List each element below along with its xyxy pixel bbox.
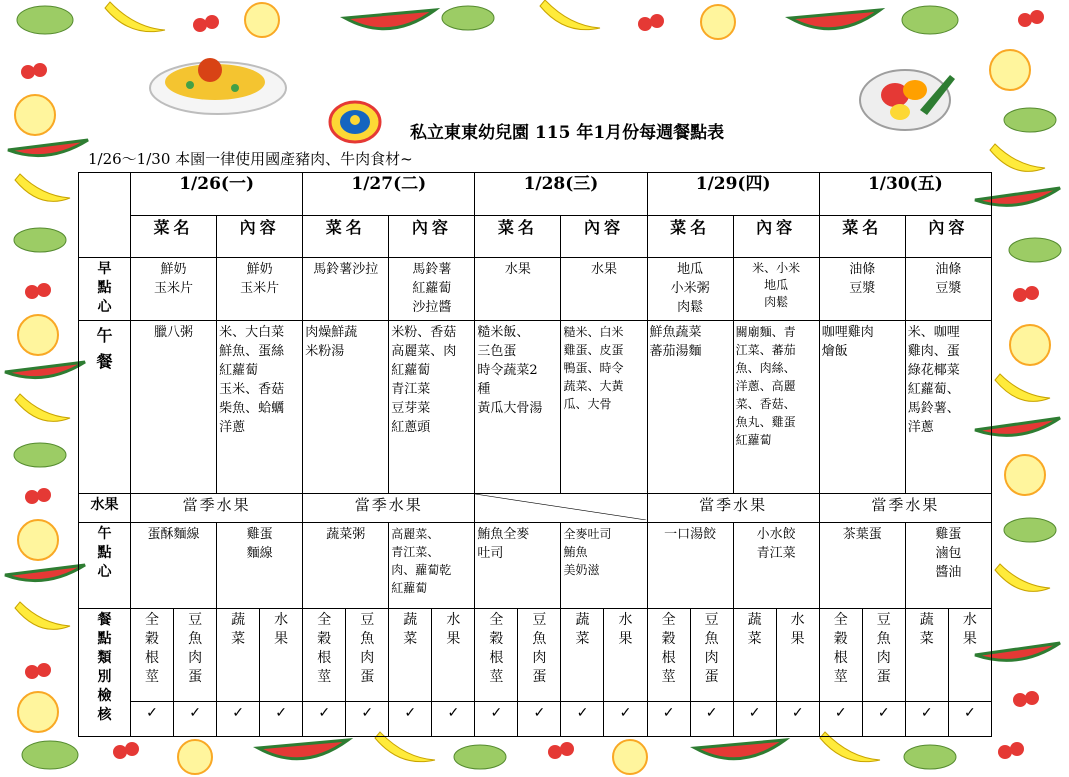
snack-pm-dish: 鮪魚全麥 吐司 [475, 522, 561, 608]
lime-icon [1004, 518, 1056, 542]
check-row [79, 702, 992, 737]
banana-icon [15, 394, 70, 421]
category-row [79, 608, 992, 701]
snack-pm-content: 高麗菜、 青江菜、 肉、蘿蔔乾 紅蘿蔔 [389, 522, 475, 608]
lemon-slice-icon [1010, 325, 1050, 365]
day-header: 1/29(四) [647, 173, 819, 216]
cherry-icon [193, 15, 219, 32]
lime-icon [1009, 238, 1061, 262]
check-mark: ✓ [862, 702, 905, 737]
category-fruit: 水 果 [948, 608, 991, 701]
cherry-icon [638, 14, 664, 31]
check-mark: ✓ [475, 702, 518, 737]
lime-icon [904, 745, 956, 769]
cherry-icon [1018, 10, 1044, 27]
category-vegetables: 蔬 菜 [217, 608, 260, 701]
notice-text: 1/26～1/30 本園一律使用國產豬肉、牛肉食材~ [88, 150, 413, 168]
check-mark: ✓ [260, 702, 303, 737]
check-mark: ✓ [131, 702, 174, 737]
weekly-menu-table [78, 172, 992, 737]
lemon-slice-icon [18, 692, 58, 732]
category-protein: 豆 魚 肉 蛋 [174, 608, 217, 701]
lunch-dish: 臘八粥 [131, 321, 217, 494]
lemon-slice-icon [990, 50, 1030, 90]
category-fruit: 水 果 [260, 608, 303, 701]
check-mark: ✓ [432, 702, 475, 737]
banana-icon [105, 2, 165, 32]
cherry-icon [998, 742, 1024, 759]
banana-icon [15, 174, 70, 201]
lunch-content: 米、咖哩 雞肉、蛋 綠花椰菜 紅蘿蔔、 馬鈴薯、 洋蔥 [905, 321, 991, 494]
banana-icon [995, 564, 1050, 591]
lunch-row [79, 321, 992, 494]
snack-am-dish: 水果 [475, 258, 561, 321]
check-mark: ✓ [733, 702, 776, 737]
fruit-cell: 當季水果 [131, 494, 303, 522]
check-mark: ✓ [389, 702, 432, 737]
check-mark: ✓ [819, 702, 862, 737]
watermelon-icon [790, 10, 880, 29]
snack-am-content: 米、小米 地瓜 肉鬆 [733, 258, 819, 321]
snack-am-dish: 油條 豆漿 [819, 258, 905, 321]
snack-am-content: 油條 豆漿 [905, 258, 991, 321]
row-label-morning-snack: 早 點 心 [79, 258, 131, 321]
snack-am-content: 水果 [561, 258, 647, 321]
fruit-cell: 當季水果 [303, 494, 475, 522]
vegetables-plate-icon [860, 70, 955, 130]
banana-icon [15, 602, 70, 629]
check-mark: ✓ [690, 702, 733, 737]
snack-am-content: 馬鈴薯 紅蘿蔔 沙拉醬 [389, 258, 475, 321]
lemon-slice-icon [18, 520, 58, 560]
lunch-content: 米、大白菜 鮮魚、蛋絲 紅蘿蔔 玉米、香菇 柴魚、蛤蠣 洋蔥 [217, 321, 303, 494]
lime-icon [14, 443, 66, 467]
content-header: 內容 [733, 215, 819, 258]
dish-header: 菜名 [303, 215, 389, 258]
day-header: 1/30(五) [819, 173, 991, 216]
row-label-check: 餐 點 類 別 檢 核 [79, 608, 131, 736]
dish-header: 菜名 [475, 215, 561, 258]
lemon-slice-icon [613, 740, 647, 774]
content-header: 內容 [561, 215, 647, 258]
snack-pm-dish: 一口湯餃 [647, 522, 733, 608]
watermelon-icon [695, 740, 785, 759]
check-mark: ✓ [604, 702, 647, 737]
snack-am-dish: 地瓜 小米粥 肉鬆 [647, 258, 733, 321]
watermelon-icon [8, 140, 88, 156]
day-header: 1/28(三) [475, 173, 647, 216]
lime-icon [442, 6, 494, 30]
banana-icon [990, 144, 1045, 171]
lemon-slice-icon [15, 95, 55, 135]
watermelon-icon [258, 740, 348, 759]
snack-am-dish: 鮮奶 玉米片 [131, 258, 217, 321]
cherry-icon [1013, 691, 1039, 707]
column-header-row [79, 215, 992, 258]
lunch-dish: 鮮魚蔬菜 蕃茄湯麵 [647, 321, 733, 494]
category-fruit: 水 果 [776, 608, 819, 701]
lime-icon [902, 6, 958, 34]
lemon-slice-icon [1005, 455, 1045, 495]
check-mark: ✓ [948, 702, 991, 737]
snack-pm-content: 全麥吐司 鮪魚 美奶滋 [561, 522, 647, 608]
corner-cell [79, 173, 131, 258]
day-header: 1/27(二) [303, 173, 475, 216]
snack-am-dish: 馬鈴薯沙拉 [303, 258, 389, 321]
lunch-dish: 糙米飯、 三色蛋 時令蔬菜2 種 黃瓜大骨湯 [475, 321, 561, 494]
category-vegetables: 蔬 菜 [905, 608, 948, 701]
snack-pm-content: 雞蛋 麵線 [217, 522, 303, 608]
lunch-dish: 肉燥鮮蔬 米粉湯 [303, 321, 389, 494]
lemon-slice-icon [18, 315, 58, 355]
fruit-row [79, 494, 992, 522]
check-mark: ✓ [561, 702, 604, 737]
lime-icon [17, 6, 73, 34]
lime-icon [1004, 108, 1056, 132]
cherry-icon [548, 742, 574, 759]
snack-am-content: 鮮奶 玉米片 [217, 258, 303, 321]
check-mark: ✓ [217, 702, 260, 737]
lemon-slice-icon [178, 740, 212, 774]
watermelon-icon [345, 10, 435, 29]
category-grains: 全 穀 根 莖 [647, 608, 690, 701]
lunch-content: 米粉、香菇 高麗菜、肉 紅蘿蔔 青江菜 豆芽菜 紅蔥頭 [389, 321, 475, 494]
cherry-icon [21, 63, 47, 79]
snack-pm-content: 小水餃 青江菜 [733, 522, 819, 608]
banana-icon [540, 0, 600, 30]
category-fruit: 水 果 [432, 608, 475, 701]
lime-icon [14, 228, 66, 252]
content-header: 內容 [217, 215, 303, 258]
category-vegetables: 蔬 菜 [389, 608, 432, 701]
lime-icon [22, 741, 78, 769]
category-vegetables: 蔬 菜 [561, 608, 604, 701]
lunch-content: 糙米、白米 雞蛋、皮蛋 鴨蛋、時令 蔬菜、大黃 瓜、大骨 [561, 321, 647, 494]
snack-pm-content: 雞蛋 滷包 醬油 [905, 522, 991, 608]
banana-icon [995, 374, 1050, 401]
fruit-cell: 當季水果 [647, 494, 819, 522]
cherry-icon [113, 742, 139, 759]
lunch-content: 關廟麵、青 江菜、蕃茄 魚、肉絲、 洋蔥、高麗 菜、香菇、 魚丸、雞蛋 紅蘿蔔 [733, 321, 819, 494]
school-logo [328, 100, 382, 144]
cherry-icon [1013, 286, 1039, 302]
check-mark: ✓ [647, 702, 690, 737]
lunch-dish: 咖哩雞肉 燴飯 [819, 321, 905, 494]
check-mark: ✓ [905, 702, 948, 737]
date-row [79, 173, 992, 216]
dish-header: 菜名 [819, 215, 905, 258]
snack-pm-dish: 茶葉蛋 [819, 522, 905, 608]
category-fruit: 水 果 [604, 608, 647, 701]
category-grains: 全 穀 根 莖 [819, 608, 862, 701]
page-title: 私立東東幼兒園 115 年1月份每週餐點表 [410, 123, 725, 143]
lemon-slice-icon [701, 5, 735, 39]
lime-icon [454, 745, 506, 769]
watermelon-icon [5, 362, 85, 378]
category-protein: 豆 魚 肉 蛋 [690, 608, 733, 701]
row-label-fruit: 水果 [79, 494, 131, 522]
snack-pm-dish: 蔬菜粥 [303, 522, 389, 608]
content-header: 內容 [905, 215, 991, 258]
watermelon-icon [5, 565, 85, 581]
check-mark: ✓ [303, 702, 346, 737]
pasta-plate-icon [150, 58, 286, 114]
cherry-icon [25, 488, 51, 504]
cherry-icon [25, 283, 51, 299]
cherry-icon [25, 663, 51, 679]
lemon-slice-icon [245, 3, 279, 37]
content-header: 內容 [389, 215, 475, 258]
check-mark: ✓ [346, 702, 389, 737]
dish-header: 菜名 [647, 215, 733, 258]
category-grains: 全 穀 根 莖 [475, 608, 518, 701]
category-vegetables: 蔬 菜 [733, 608, 776, 701]
check-mark: ✓ [174, 702, 217, 737]
diagonal-line [475, 494, 646, 520]
morning-snack-row [79, 258, 992, 321]
fruit-cell: 當季水果 [819, 494, 991, 522]
category-grains: 全 穀 根 莖 [303, 608, 346, 701]
category-protein: 豆 魚 肉 蛋 [346, 608, 389, 701]
row-label-afternoon-snack: 午 點 心 [79, 522, 131, 608]
check-mark: ✓ [518, 702, 561, 737]
dish-header: 菜名 [131, 215, 217, 258]
fruit-cell-none [475, 494, 647, 522]
afternoon-snack-row [79, 522, 992, 608]
check-mark: ✓ [776, 702, 819, 737]
day-header: 1/26(一) [131, 173, 303, 216]
category-protein: 豆 魚 肉 蛋 [862, 608, 905, 701]
category-protein: 豆 魚 肉 蛋 [518, 608, 561, 701]
snack-pm-dish: 蛋酥麵線 [131, 522, 217, 608]
category-grains: 全 穀 根 莖 [131, 608, 174, 701]
row-label-lunch: 午 餐 [79, 321, 131, 494]
